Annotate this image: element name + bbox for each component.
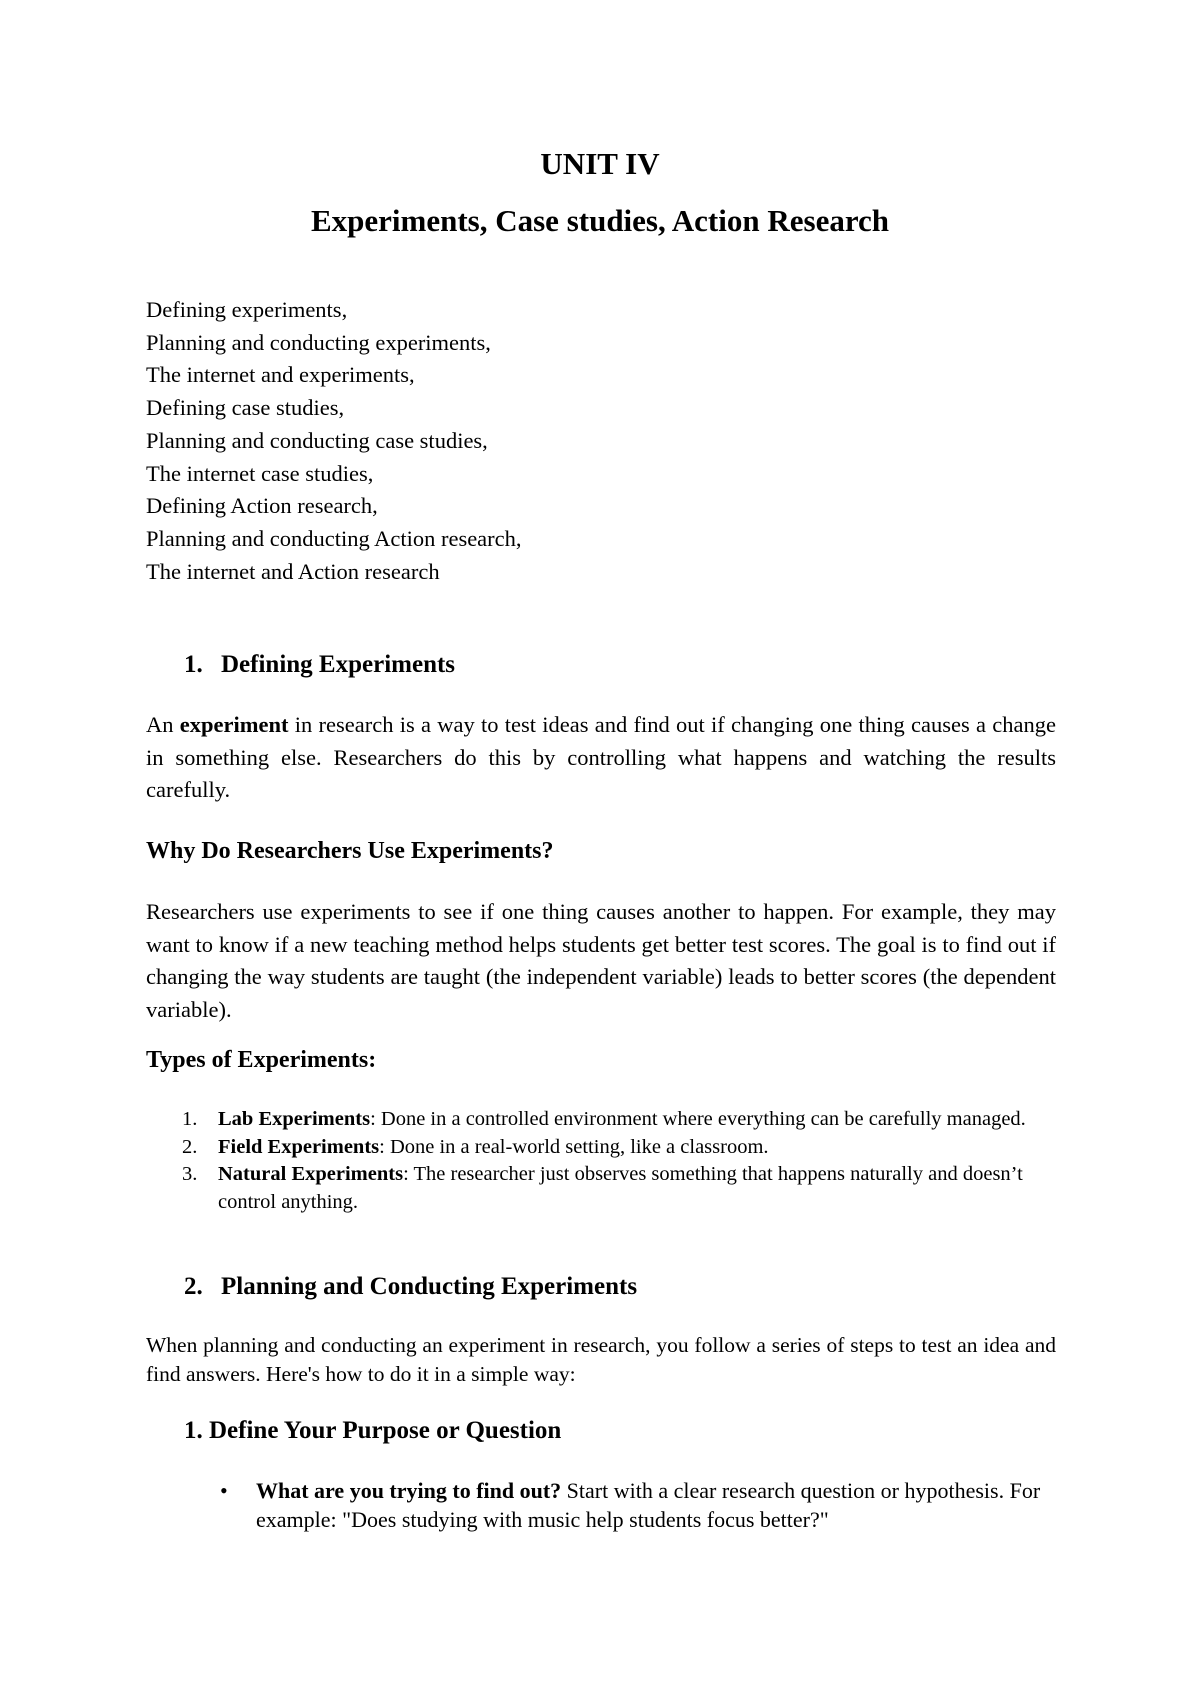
list-item-text: Start with a clear research question or hypothesis. For example: "Does studying with music help students focus better?"	[256, 1478, 1041, 1532]
list-item	[146, 1477, 1066, 1534]
text-run: in research is a way to test ideas and find out if changing one thing causes a change in something else. Researchers do this by controlling what happens and watching the results carefully.	[146, 712, 1056, 802]
document-title: Experiments, Case studies, Action Research	[310, 203, 890, 238]
bullet-icon: •	[220, 1478, 228, 1503]
section-title: Planning and Conducting Experiments	[221, 1273, 638, 1300]
topic-item: The internet and Action research	[146, 558, 440, 584]
why-paragraph: Researchers use experiments to see if one thing causes another to happen. For example, they may want to know if a new teaching method helps students get better test scores. The goal is to find out if changing the way students are taught (the independent variable) leads to better scores (the dependent variable).	[146, 899, 1056, 1022]
list-item-text: : The researcher just observes something that happens naturally and doesn’t control anything.	[218, 1163, 1023, 1213]
list-marker: 1.	[182, 1108, 198, 1130]
list-item	[146, 1106, 1066, 1134]
experiment-definition	[146, 709, 1056, 807]
list-item-text: : Done in a real-world setting, like a classroom.	[379, 1135, 769, 1158]
section-title: Defining Experiments	[221, 651, 456, 678]
topic-item: The internet and experiments,	[146, 362, 415, 388]
step-1-heading: 1. Define Your Purpose or Question	[184, 1417, 562, 1444]
why-heading: Why Do Researchers Use Experiments?	[146, 838, 554, 864]
list-item-label: Natural Experiments	[218, 1163, 404, 1185]
topic-item: Defining case studies,	[146, 395, 345, 421]
topic-item: Defining Action research,	[146, 493, 378, 519]
planning-intro: When planning and conducting an experiment in research, you follow a series of steps to test an idea and find answers. Here's how to do it in a simple way:	[146, 1333, 1056, 1386]
list-item	[146, 1134, 1066, 1162]
types-list	[146, 1106, 1066, 1216]
topic-list	[146, 294, 522, 588]
list-marker: 2.	[182, 1135, 198, 1158]
list-item-label: Field Experiments	[218, 1135, 380, 1158]
step-1-bullets	[146, 1477, 1066, 1534]
topic-item: Defining experiments,	[146, 297, 348, 322]
types-heading: Types of Experiments:	[146, 1047, 377, 1073]
topic-item: The internet case studies,	[146, 460, 374, 486]
list-item-label: What are you trying to find out?	[256, 1478, 562, 1503]
list-item-label: Lab Experiments	[218, 1108, 371, 1130]
topic-item: Planning and conducting experiments,	[146, 329, 491, 355]
list-item	[146, 1161, 1066, 1216]
section-number: 1.	[184, 651, 203, 678]
topic-item: Planning and conducting case studies,	[146, 427, 488, 453]
topic-item: Planning and conducting Action research,	[146, 525, 522, 551]
section-number: 2.	[184, 1273, 203, 1300]
list-marker: 3.	[182, 1163, 198, 1185]
unit-title: UNIT IV	[540, 146, 660, 181]
term-experiment: experiment	[179, 712, 289, 737]
list-item-text: : Done in a controlled environment where everything can be carefully managed.	[370, 1108, 1026, 1130]
text-run: An	[146, 712, 180, 737]
